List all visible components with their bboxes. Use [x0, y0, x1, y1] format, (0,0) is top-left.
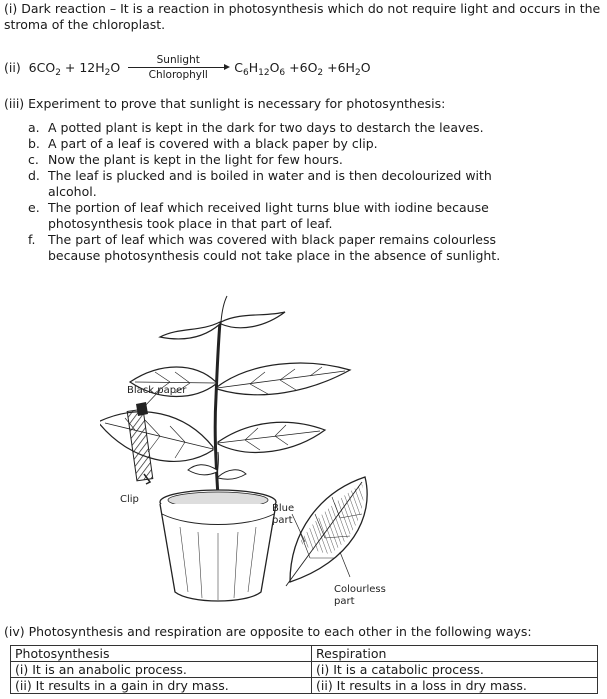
table-header: Photosynthesis: [11, 646, 312, 662]
list-item: d. The leaf is plucked and is boiled in water and is then decolourized with alcohol.: [28, 168, 492, 199]
list-item: b. A part of a leaf is covered with a black paper by clip.: [28, 136, 378, 151]
experiment-heading: (iii) Experiment to prove that sunlight is necessary for photosynthesis:: [4, 96, 446, 111]
plant-experiment-figure: [100, 292, 430, 610]
label-colourless-part: part: [334, 596, 355, 607]
leaf-covered: [100, 412, 213, 462]
table-row: [11, 678, 598, 694]
top-leaf-left: [160, 322, 220, 339]
reaction-arrow: [128, 54, 228, 81]
label-blue: Blue: [272, 503, 295, 514]
arrow-condition-chlorophyll: Chlorophyll: [148, 69, 208, 81]
equation-co2: $6CO_2$: [28, 59, 61, 78]
list-item: e. The portion of leaf which received light turns blue with iodine because photosynthesis took place in that part of leaf.: [28, 200, 489, 231]
list-item: c. Now the plant is kept in the light for few hours.: [28, 152, 343, 167]
list-item: f. The part of leaf which was covered with black paper remains colourless because photosynthesis could not take place in the absence of sunlight.: [28, 232, 501, 263]
equation-oxygen: $+6O_2$: [289, 59, 324, 78]
dark-reaction-paragraph: (i) Dark reaction – It is a reaction in photosynthesis which do not require light and occurs in the stroma of the chloroplast.: [4, 1, 601, 32]
label-blue-part: part: [272, 515, 293, 526]
experiment-steps: [28, 120, 528, 264]
comparison-table: [10, 645, 598, 694]
paper-clip: [136, 402, 148, 416]
table-cell: (i) It is an anabolic process.: [11, 662, 312, 678]
arrow-line: [128, 67, 228, 68]
comparison-heading: (iv) Photosynthesis and respiration are opposite to each other in the following ways:: [4, 624, 532, 639]
table-cell: (ii) It results in a loss in dry mass.: [312, 678, 598, 694]
label-clip: Clip: [120, 494, 139, 505]
equation-label: (ii): [4, 59, 21, 75]
leaf-right-low: [218, 422, 325, 452]
photosynthesis-equation: [4, 54, 601, 81]
label-black-paper: Black paper: [127, 385, 187, 396]
table-cell: (ii) It results in a gain in dry mass.: [11, 678, 312, 694]
table-row: [11, 662, 598, 678]
equation-water: + $12H_2O$: [64, 59, 121, 78]
top-leaf-right: [221, 312, 285, 328]
list-item: a. A potted plant is kept in the dark for two days to destarch the leaves.: [28, 120, 484, 135]
table-cell: (i) It is a catabolic process.: [312, 662, 598, 678]
label-colourless: Colourless: [334, 584, 386, 595]
table-header-row: [11, 646, 598, 662]
table-header: Respiration: [312, 646, 598, 662]
equation-water-product: $+6H_2O$: [327, 59, 371, 78]
equation-glucose: $C_6H_{12}O_6$: [234, 59, 286, 78]
arrow-condition-sunlight: Sunlight: [156, 54, 200, 66]
